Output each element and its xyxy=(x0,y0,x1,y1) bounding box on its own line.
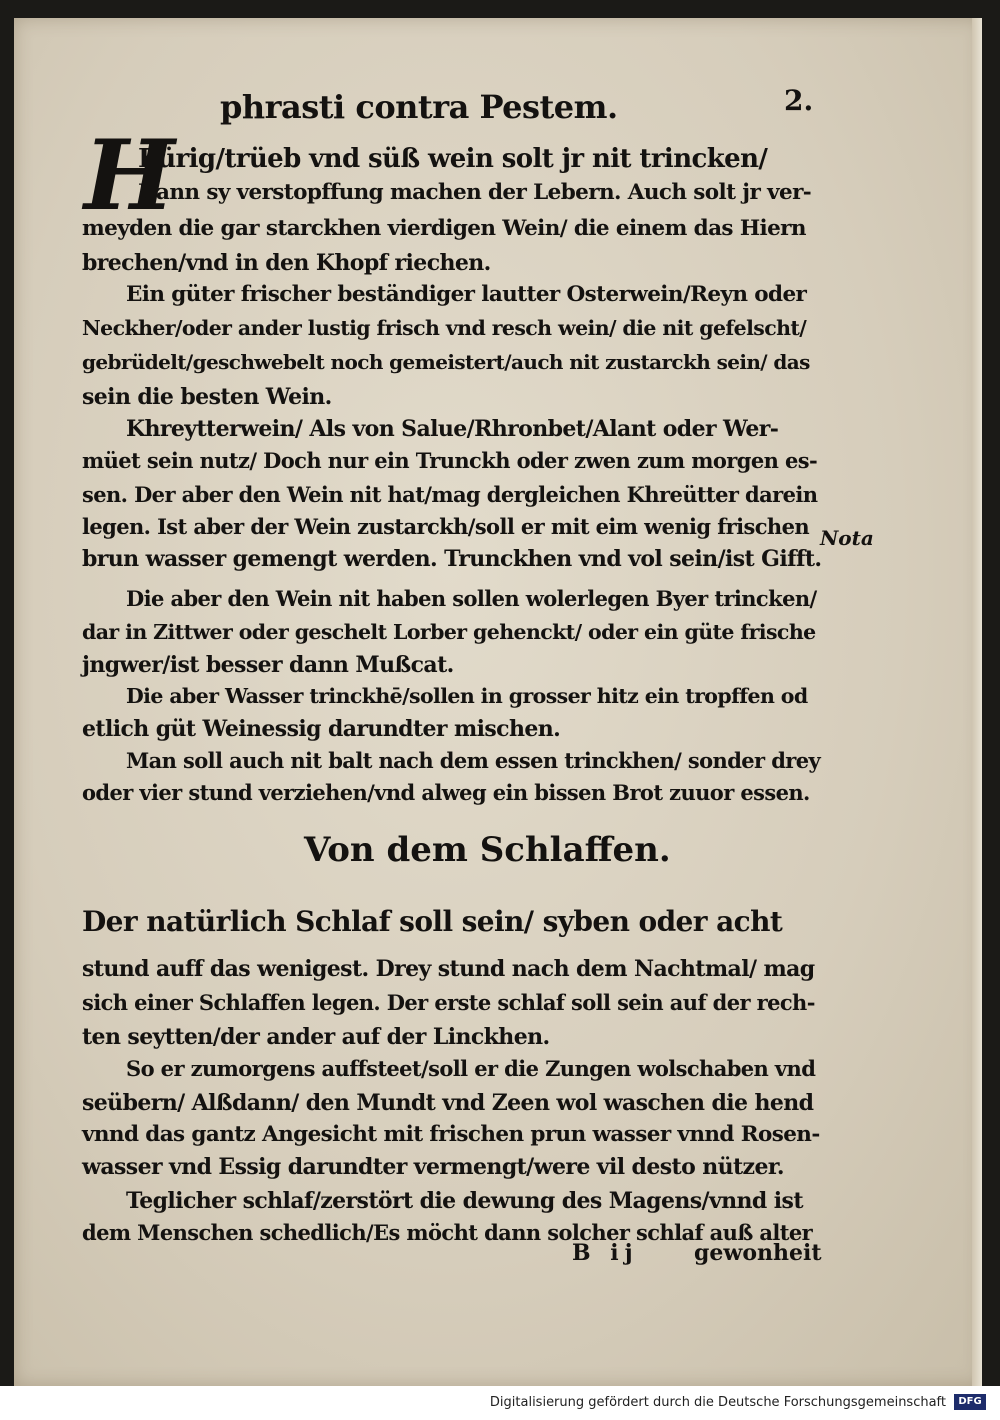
footer-credit: Digitalisierung gefördert durch die Deutsche Forschungsgemeinschaft xyxy=(489,1395,946,1410)
dfg-logo-icon: DFG xyxy=(954,1394,986,1410)
text-line: gebrüdelt/geschwebelt noch gemeistert/auch nit zustarckh sein/ das xyxy=(82,350,810,374)
text-line: Eürig/trüeb vnd süß wein solt jr nit trincken/ xyxy=(138,144,768,174)
signature-mark: B ij xyxy=(572,1240,639,1266)
text-line: Die aber Wasser trinckhē/sollen in grosser hitz ein tropffen od xyxy=(126,684,808,708)
text-line: oder vier stund verziehen/vnd alweg ein bissen Brot zuuor essen. xyxy=(82,780,810,805)
section-heading: Von dem Schlaffen. xyxy=(304,830,671,870)
text-line: dar in Zittwer oder geschelt Lorber gehenckt/ oder ein güte frische xyxy=(82,620,816,644)
folio-number: 2. xyxy=(784,84,814,117)
text-line: Dann sy verstopffung machen der Lebern. Auch solt jr ver- xyxy=(138,180,812,205)
text-line: Teglicher schlaf/zerstört die dewung des Magens/vnnd ist xyxy=(126,1188,803,1214)
marginal-note: Nota xyxy=(820,526,874,550)
text-line: stund auff das wenigest. Drey stund nach dem Nachtmal/ mag xyxy=(82,956,815,982)
text-line: wasser vnd Essig darundter vermengt/were vil desto nützer. xyxy=(82,1154,784,1180)
text-line: dem Menschen schedlich/Es möcht dann solcher schlaf auß alter xyxy=(82,1220,813,1245)
footer-bar xyxy=(0,1386,1000,1420)
text-line: sen. Der aber den Wein nit hat/mag dergleichen Khreütter darein xyxy=(82,482,818,507)
text-line: Khreytterwein/ Als von Salue/Rhronbet/Alant oder Wer- xyxy=(126,416,779,442)
running-title: phrasti contra Pestem. xyxy=(220,88,618,126)
text-line: legen. Ist aber der Wein zustarckh/soll er mit eim wenig frischen xyxy=(82,514,809,539)
text-line: sein die besten Wein. xyxy=(82,384,332,410)
text-line: sich einer Schlaffen legen. Der erste schlaf soll sein auf der rech- xyxy=(82,990,815,1015)
text-line: Der natürlich Schlaf soll sein/ syben oder acht xyxy=(82,905,783,938)
text-line: vnnd das gantz Angesicht mit frischen prun wasser vnnd Rosen- xyxy=(82,1122,820,1147)
text-line: meyden die gar starckhen vierdigen Wein/ die einem das Hiern xyxy=(82,216,806,241)
book-page xyxy=(14,18,982,1386)
text-line: ten seytten/der ander auf der Linckhen. xyxy=(82,1024,550,1050)
catchword: gewonheit xyxy=(694,1240,822,1266)
text-line: müet sein nutz/ Doch nur ein Trunckh oder zwen zum morgen es- xyxy=(82,448,818,473)
text-line: jngwer/ist besser dann Mußcat. xyxy=(82,652,454,678)
text-line: So er zumorgens auffsteet/soll er die Zungen wolschaben vnd xyxy=(126,1056,816,1081)
drop-cap: H xyxy=(84,119,175,232)
text-line: seübern/ Alßdann/ den Mundt vnd Zeen wol waschen die hend xyxy=(82,1090,814,1116)
text-line: brechen/vnd in den Khopf riechen. xyxy=(82,250,491,276)
text-line: Neckher/oder ander lustig frisch vnd resch wein/ die nit gefelscht/ xyxy=(82,316,807,340)
text-line: Die aber den Wein nit haben sollen wolerlegen Byer trincken/ xyxy=(126,586,817,611)
text-line: etlich güt Weinessig darundter mischen. xyxy=(82,716,561,742)
text-line: Ein güter frischer beständiger lautter Osterwein/Reyn oder xyxy=(126,282,807,307)
text-line: Man soll auch nit balt nach dem essen trinckhen/ sonder drey xyxy=(126,748,821,773)
text-line: brun wasser gemengt werden. Trunckhen vnd vol sein/ist Gifft. xyxy=(82,546,822,572)
